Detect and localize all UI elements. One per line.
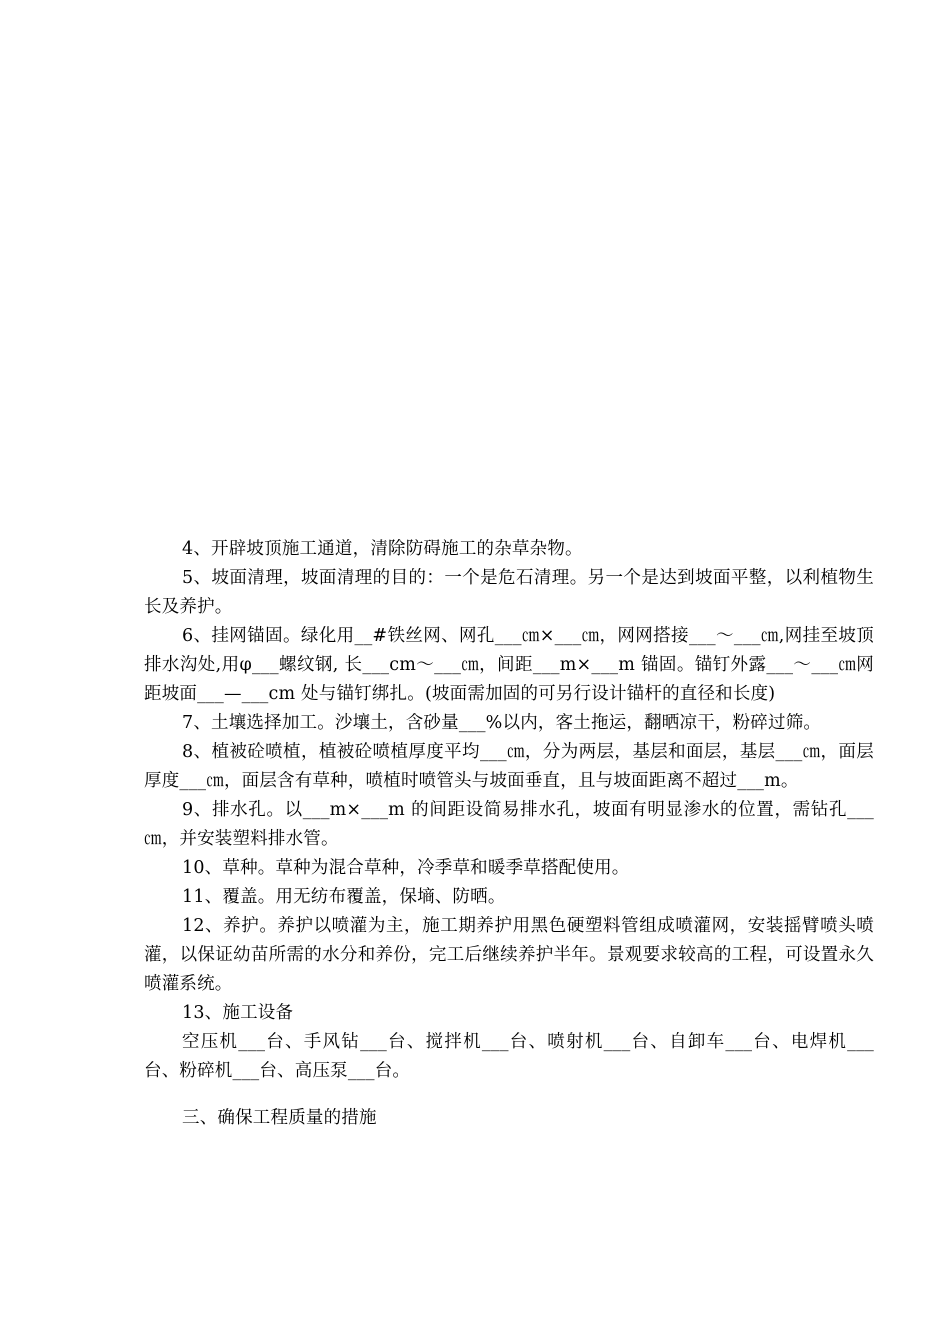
paragraph-4: 4、开辟坡顶施工通道，清除防碍施工的杂草杂物。 bbox=[182, 539, 583, 559]
paragraph-13: 13、施工设备 bbox=[182, 1003, 294, 1023]
section-heading: 三、确保工程质量的措施 bbox=[182, 1108, 377, 1128]
paragraph-10: 10、草种。草种为混合草种，冷季草和暖季草搭配使用。 bbox=[182, 858, 630, 878]
paragraph-12: 12、养护。养护以喷灌为主，施工期养护用黑色硬塑料管组成喷灌网，安装摇臂喷头喷灌，以保证幼苗所需的水分和养份，完工后继续养护半年。景观要求较高的工程，可设置永久喷灌系统。 bbox=[144, 916, 874, 994]
paragraph-6: 6、挂网锚固。绿化用__#铁丝网、网孔___㎝×___㎝，网网搭接___～___㎝,网挂至坡顶排水沟处,用φ___螺纹钢, 长___cm～___㎝，间距___m×___m 锚固。锚钉外露___～___㎝网距坡面___—___cm 处与锚钉绑扎。(坡面需加固的可另行设计锚杆的直径和长度) bbox=[144, 626, 874, 704]
paragraph-7: 7、土壤选择加工。沙壤土，含砂量___%以内，客土拖运，翻晒凉干，粉碎过筛。 bbox=[182, 713, 822, 733]
document-body bbox=[144, 535, 874, 1133]
paragraph-8: 8、植被砼喷植，植被砼喷植厚度平均___㎝，分为两层，基层和面层，基层___㎝，面层厚度___㎝，面层含有草种，喷植时喷管头与坡面垂直，且与坡面距离不超过___m。 bbox=[144, 742, 874, 791]
paragraph-11: 11、覆盖。用无纺布覆盖，保墒、防晒。 bbox=[182, 887, 506, 907]
equipment-list: 空压机___台、手风钻___台、搅拌机___台、喷射机___台、自卸车___台、电焊机___台、粉碎机___台、高压泵___台。 bbox=[144, 1032, 874, 1081]
paragraph-5: 5、坡面清理，坡面清理的目的：一个是危石清理。另一个是达到坡面平整，以利植物生长及养护。 bbox=[144, 568, 874, 617]
paragraph-9: 9、排水孔。以___m×___m 的间距设简易排水孔，坡面有明显渗水的位置，需钻孔___㎝，并安装塑料排水管。 bbox=[144, 800, 874, 849]
